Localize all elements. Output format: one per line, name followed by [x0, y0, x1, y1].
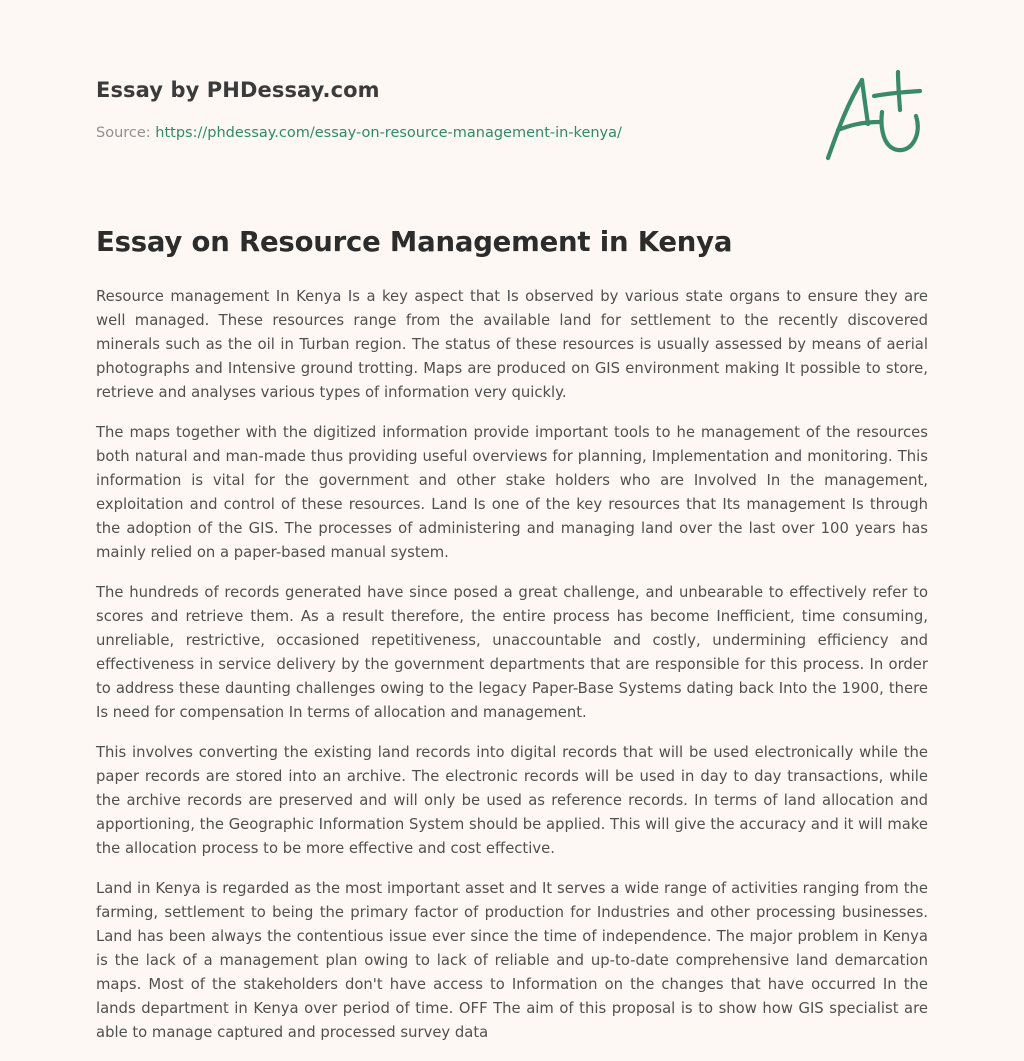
source-line	[96, 125, 622, 141]
essay-paragraph: This involves converting the existing land records into digital records that will be used electronically while the paper records are stored into an archive. The electronic records will be used in day to day transactions, while the archive records are preserved and will only be used as reference records. In terms of land allocation and apportioning, the Geographic Information System should be applied. This will give the accuracy and it will make the allocation process to be more effective and cost effective.	[96, 744, 928, 857]
source-link[interactable]: https://phdessay.com/essay-on-resource-management-in-kenya/	[155, 125, 622, 141]
essay-body	[96, 285, 928, 1061]
page-header	[96, 76, 926, 176]
essay-paragraph: Resource management In Kenya Is a key aspect that Is observed by various state organs to ensure they are well managed. These resources range from the available land for settlement to the recently discovered minerals such as the oil in Turban region. The status of these resources is usually assessed by means of aerial photographs and Intensive ground trotting. Maps are produced on GIS environment making It possible to store, retrieve and analyses various types of information very quickly.	[96, 288, 928, 401]
a-plus-logo-icon	[824, 66, 928, 166]
essay-title: Essay on Resource Management in Kenya	[96, 226, 733, 258]
site-title: Essay by PHDessay.com	[96, 78, 380, 102]
essay-paragraph: Land in Kenya is regarded as the most important asset and It serves a wide range of activities ranging from the farming, settlement to being the primary factor of production for Industries and other processing businesses. Land has been always the contentious issue ever since the time of independence. The major problem in Kenya is the lack of a management plan owing to lack of reliable and up-to-date comprehensive land demarcation maps. Most of the stakeholders don't have access to Information on the changes that have occurred In the lands department in Kenya over period of time. OFF The aim of this proposal is to show how GIS specialist are able to manage captured and processed survey data	[96, 880, 928, 1041]
essay-paragraph: The hundreds of records generated have since posed a great challenge, and unbearable to effectively refer to scores and retrieve them. As a result therefore, the entire process has become Inefficient, time consuming, unreliable, restrictive, occasioned repetitiveness, unaccountable and costly, undermining efficiency and effectiveness in service delivery by the government departments that are responsible for this process. In order to address these daunting challenges owing to the legacy Paper-Base Systems dating back Into the 1900, there Is need for compensation In terms of allocation and management.	[96, 584, 928, 721]
source-label: Source:	[96, 125, 151, 141]
essay-paragraph: The maps together with the digitized information provide important tools to he management of the resources both natural and man-made thus providing useful overviews for planning, Implementation and monitoring. This information is vital for the government and other stake holders who are Involved In the management, exploitation and control of these resources. Land Is one of the key resources that Its management Is through the adoption of the GIS. The processes of administering and managing land over the last over 100 years has mainly relied on a paper-based manual system.	[96, 424, 928, 561]
